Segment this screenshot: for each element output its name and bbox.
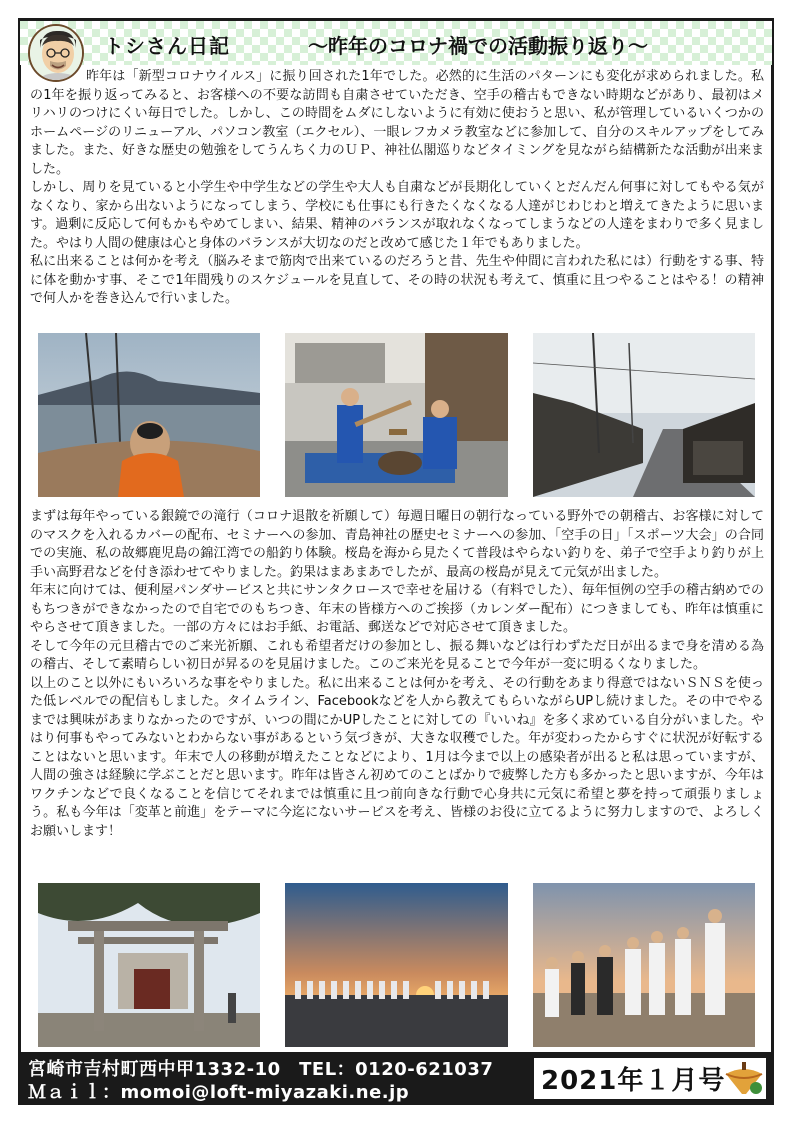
- paragraph-year-end: 年末に向けては、便利屋パンダサービスと共にサンタクロースで幸せを届ける（有料でした）、毎年恒例の空手の稽古納めでのもちつきができなかったので自宅でのもちつき、年末の皆様方へのご挨拶（カレンダー配布）につきましても、昨年は慎重にやらさせて頂きました。一部の方々にはお手紙、お電話、郵送などで対応させて頂きました。: [30, 583, 764, 635]
- photo-karate-dusk: [533, 883, 755, 1047]
- issue-label: 2021年１月号: [541, 1066, 726, 1096]
- intro-section: [30, 68, 764, 309]
- paragraph-observation: しかし、周りを見ていると小学生や中学生などの学生や大人も自粛などが長期化していくとだんだん何事に対してもやる気がなくなり、家から出ないようになってしまう、学校にも仕事にも行きたくなくなる人達がじわじわと増えてきたように思います。過剰に反応して何もかもやめてしまい、結果、精神のバランスが取れなくなってしまうなどの人達をまわりで多く見ました。やはり人間の健康は心と身体のバランスが大切なのだと改めて感じた１年でもありました。: [30, 180, 764, 251]
- photo-fishing-sakurajima: [38, 333, 260, 497]
- diary-title: トシさん日記: [104, 34, 230, 58]
- paragraph-plan: 私に出来ることは何かを考え（脳みそまで筋肉で出来ているのだろうと昔、先生や仲間に言われた私には）行動をする事、特に体を動かす事、そこで1年間残りのスケジュールを見直して、その時の状況も考えて、慎重に且つやることはやる！の精神で何人かを巻き込んで行いました。: [30, 254, 764, 306]
- photo-shrine-torii: [38, 883, 260, 1047]
- photo-old-street: [533, 333, 755, 497]
- paragraph-activities: まずは毎年やっている銀鏡での滝行（コロナ退散を祈願して）毎週日曜日の朝行なっている野外での朝稽古、お客様に対してのマスクを入れるカバーの配布、セミナーへの参加、青島神社の歴史セミナーへの参加、「空手の日」「スポーツ大会」の合同での実施、私の故郷鹿児島の錦江湾での船釣り体験。桜島を海から見たくて普段はやらない釣りを、弟子で空手より釣りが上手い高野君などを付き添わせてやりました。釣果はまあまあでしたが、最高の桜島が見えて元気が出ました。: [30, 509, 764, 580]
- paragraph-new-year: そして今年の元旦稽古でのご来光祈願、これも希望者だけの参加とし、振る舞いなどは行わずただ日が出るまで身を清める為の稽古、そして素晴らしい初日が昇るのを見届けました。このご来光を見ることで今年が一変に明るくなりました。: [30, 638, 764, 672]
- company-email: Ｍａｉｌ：momoi@loft-miyazaki.ne.jp: [28, 1082, 410, 1103]
- photo-sunrise-group: [285, 883, 508, 1047]
- diary-subtitle: ～昨年のコロナ禍での活動振り返り～: [308, 34, 648, 58]
- spinning-top-icon: [722, 1060, 766, 1098]
- company-address: 宮崎市吉村町西中甲1332-10 TEL：0120-621037: [28, 1059, 494, 1080]
- activities-section: [30, 508, 764, 841]
- paragraph-closing: 以上のこと以外にもいろいろな事をやりました。私に出来ることは何かを考え、その行動をあまり得意ではないＳＮＳを使った低レベルでの配信もしました。タイムライン、Facebookなどを人から教えてもらいながらUPし続けました。その中でやるまでは興味があまりなかったのですが、いつの間にかUPしたことに対しての『いいね』を多く求めている自分がいました。やはり何事もやってみないとわからない事があるという気づきが、大きな収穫でした。年が変わったからすぐに状況が好転することはないと思います。年末で人の移動が増えたことなどにより、1月は今まで以上の感染者が出ると私は思っていますが、人間の強さは経験に学ぶことだと思います。昨年は皆さん初めてのことばかりで疲弊した方も多かったと思いますが、今年はワクチンなどで良くなることを信じてそれまでは慎重に且つ前向きな行動で心身共に元気に希望と夢を持って頑張りましょう。私も今年は「変革と前進」をテーマに今迄にないサービスを考え、皆様のお役に立てるように努力しますので、よろしくお願いします！: [30, 675, 764, 839]
- paragraph-intro: 昨年は「新型コロナウイルス」に振り回された1年でした。必然的に生活のパターンにも変化が求められました。私の1年を振り返ってみると、お客様への不要な訪問も自粛させていただき、空手の稽古もできない時期などがあり、最初はメリハリのつけにくい毎日でした。しかし、この時間をムダにしないように有効に使おうと思い、私が管理しているいくつかのホームページのリニューアル、パソコン教室（エクセル）、一眼レフカメラ教室などに参加して、自分のスキルアップをしてみました。また、好きな歴史の勉強をしてうんちく力のＵＰ、神社仏閣巡りなどタイミングを見ながら結構新たな活動が出来ました。: [30, 69, 764, 177]
- photo-mochitsuki: [285, 333, 508, 497]
